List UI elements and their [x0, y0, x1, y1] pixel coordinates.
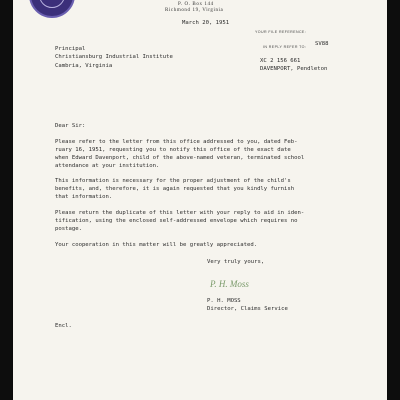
handwritten-signature: P. H. Moss [210, 279, 249, 289]
letter-date: March 20, 1951 [182, 20, 230, 26]
body-line: that information. [55, 194, 113, 200]
body-line: benefits, and, therefore, it is again requested that you kindly furnish [55, 186, 295, 192]
claim-name: DAVENPORT, Pendleton [260, 66, 328, 72]
addressee-line1: Principal [55, 46, 86, 52]
letterhead-address-line1: P. O. Box 144 [178, 2, 214, 7]
body-line: ruary 16, 1951, requesting you to notify this office of the exact date [55, 147, 291, 153]
body-line: postage. [55, 226, 82, 232]
signer-title: Director, Claims Service [207, 306, 288, 312]
addressee-line2: Christiansburg Industrial Institute [55, 54, 173, 60]
body-line: Please return the duplicate of this letter with your reply to aid in iden- [55, 210, 305, 216]
letter-page [13, 0, 387, 400]
salutation: Dear Sir: [55, 123, 86, 129]
body-line: Your cooperation in this matter will be greatly appreciated. [55, 242, 258, 248]
body-line: This information is necessary for the proper adjustment of the child's [55, 178, 291, 184]
closing: Very truly yours, [207, 259, 265, 265]
body-line: attendance at your institution. [55, 163, 160, 169]
in-reply-refer-value: SV88 [315, 41, 329, 47]
your-file-reference-label: YOUR FILE REFERENCE: [255, 30, 307, 34]
in-reply-refer-label: IN REPLY REFER TO: [263, 45, 307, 49]
signer-name: P. H. MOSS [207, 298, 241, 304]
enclosure-note: Encl. [55, 323, 72, 329]
body-line: tification, using the enclosed self-addressed envelope which requires no [55, 218, 298, 224]
body-line: when Edward Davenport, child of the above-named veteran, terminated school [55, 155, 305, 161]
body-line: Please refer to the letter from this office addressed to you, dated Feb- [55, 139, 298, 145]
letterhead-address-line2: Richmond 19, Virginia [165, 8, 224, 13]
addressee-line3: Cambria, Virginia [55, 63, 113, 69]
claim-number: XC 2 156 661 [260, 58, 301, 64]
agency-seal-icon [29, 0, 75, 18]
